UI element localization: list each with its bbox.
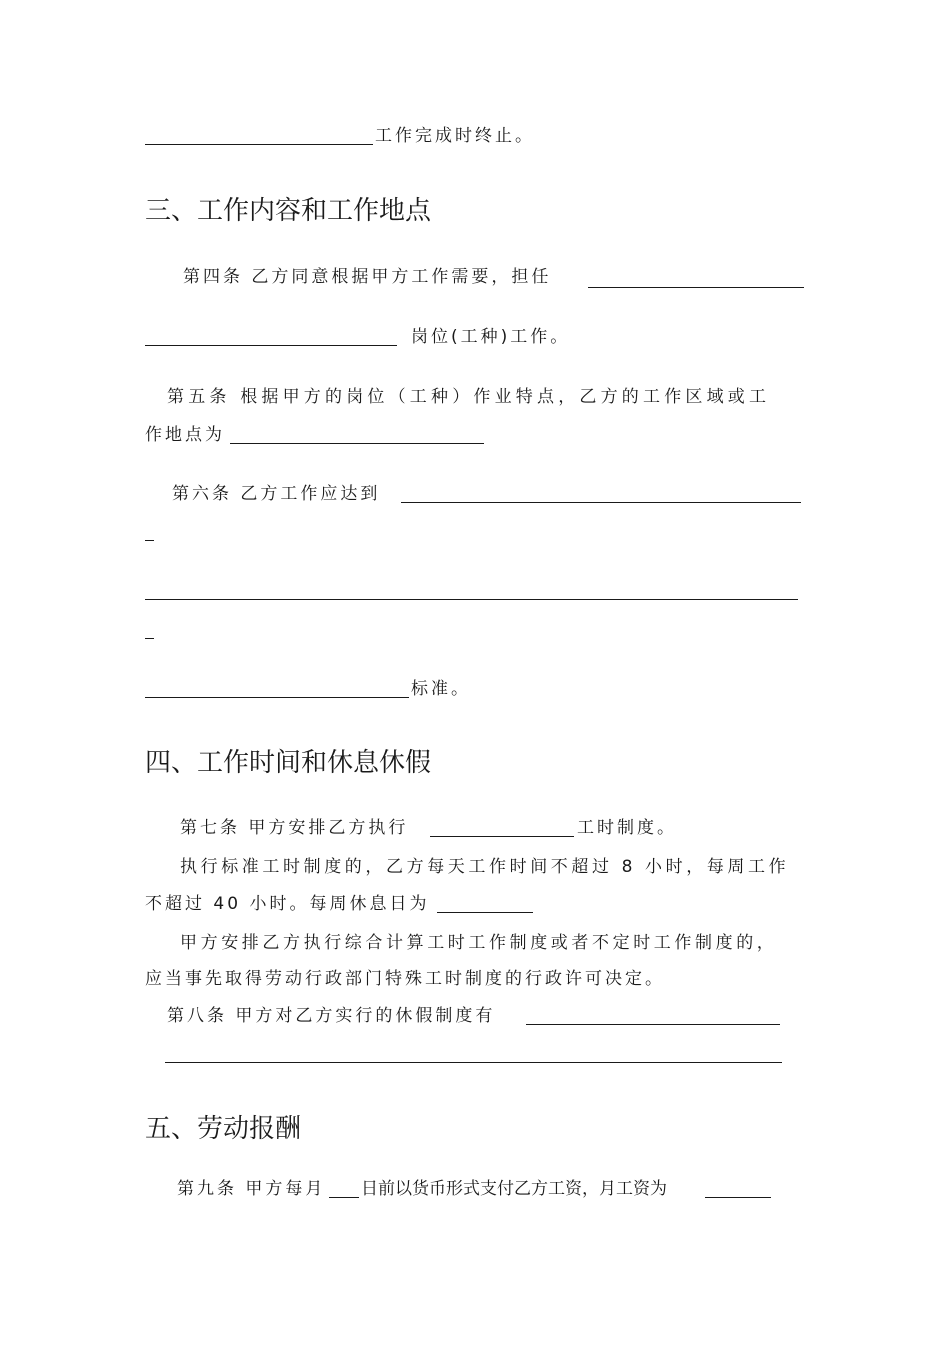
article-4-text: 第四条 乙方同意根据甲方工作需要，担任: [183, 267, 552, 287]
blank-field[interactable]: [588, 287, 804, 288]
blank-field[interactable]: [401, 502, 801, 503]
dash-mark: [145, 540, 154, 541]
article-9-text-cont: 日前以货币形式支付乙方工资，月工资为: [361, 1179, 667, 1199]
standard-hours-line2: 不超过 40 小时。每周休息日为: [145, 894, 430, 914]
blank-field[interactable]: [145, 144, 373, 145]
blank-field[interactable]: [430, 836, 574, 837]
blank-field[interactable]: [145, 345, 397, 346]
blank-field[interactable]: [437, 912, 533, 913]
blank-field[interactable]: [145, 599, 798, 600]
text-line: 工作完成时终止。: [375, 126, 535, 146]
blank-field[interactable]: [230, 443, 484, 444]
article-6-text: 第六条 乙方工作应达到: [172, 484, 381, 504]
blank-field[interactable]: [329, 1197, 359, 1198]
section-heading: 五、劳动报酬: [145, 1114, 302, 1144]
blank-field[interactable]: [145, 697, 409, 698]
comprehensive-hours-line2: 应当事先取得劳动行政部门特殊工时制度的行政许可决定。: [145, 969, 665, 989]
article-6-end: 标准。: [411, 679, 471, 699]
section-heading: 三、工作内容和工作地点: [145, 196, 432, 226]
blank-field[interactable]: [165, 1062, 782, 1063]
comprehensive-hours-line1: 甲方安排乙方执行综合计算工时工作制度或者不定时工作制度的，: [180, 933, 778, 953]
blank-field[interactable]: [526, 1024, 780, 1025]
article-5-line1: 第五条 根据甲方的岗位（工种）作业特点，乙方的工作区域或工: [167, 387, 771, 407]
article-7-text-end: 工时制度。: [577, 818, 677, 838]
article-5-line2: 作地点为: [145, 425, 225, 445]
standard-hours-line1: 执行标准工时制度的，乙方每天工作时间不超过 8 小时，每周工作: [180, 857, 790, 877]
section-heading: 四、工作时间和休息休假: [145, 748, 432, 778]
dash-mark: [145, 638, 154, 639]
article-4-cont: 岗位(工种)工作。: [411, 327, 571, 347]
article-7-text: 第七条 甲方安排乙方执行: [180, 818, 409, 838]
blank-field[interactable]: [705, 1197, 771, 1198]
article-8-text: 第八条 甲方对乙方实行的休假制度有: [167, 1006, 496, 1026]
article-9-text: 第九条 甲方每月: [177, 1179, 326, 1199]
